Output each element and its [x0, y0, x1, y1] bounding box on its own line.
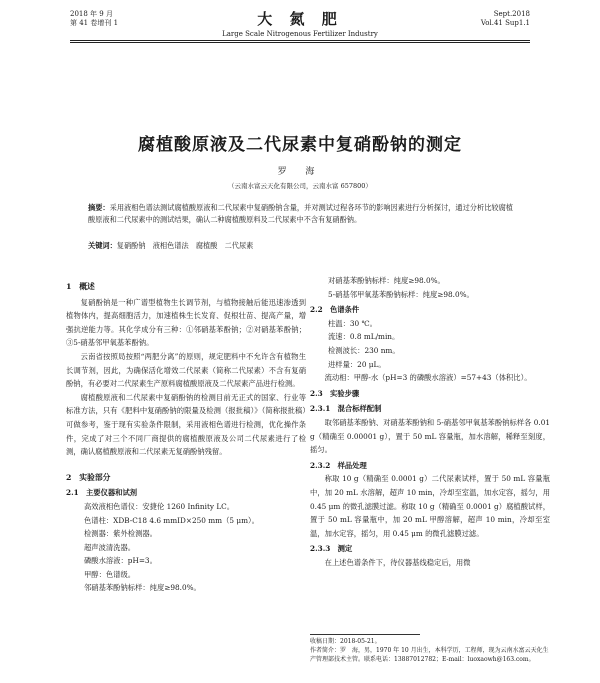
paragraph: 云南省按照局按照“两肥分离”的原则，规定肥料中不允许含有植物生长调节剂，因此，为确保活化增效二代尿素（简称二代尿素）不含有复硝酚钠，有必要对二代尿素生产原料腐植酸原液及二代尿素产品进行检测。	[66, 351, 306, 389]
section-2-3-heading: 2.3 实验步骤	[310, 388, 360, 398]
article-title: 腐植酸原液及二代尿素中复硝酚钠的测定	[138, 135, 462, 155]
list-item: 高效液相色谱仪：安捷伦 1260 Infinity LC。	[84, 501, 235, 511]
header-volume-cn: 第 41 卷增刊 1	[70, 19, 119, 27]
list-item: 检测波长：230 nm。	[328, 345, 400, 355]
right-column	[310, 274, 550, 569]
header-center	[70, 8, 530, 38]
list-item: 甲醇：色谱级。	[84, 569, 136, 579]
list-item: 进样量：20 μL。	[328, 359, 386, 369]
list-item: 5-硝基邻甲氧基苯酚钠标样：纯度≥98.0%。	[328, 289, 474, 299]
keywords	[88, 241, 513, 251]
header-right	[481, 10, 530, 28]
paragraph: 称取 10 g（精确至 0.0001 g）二代尿素试样，置于 50 mL 容量瓶中，加 20 mL 水溶解，超声 10 min，冷却至室温，加水定容，摇匀，用 0.45 μm 的微孔滤膜过滤。称取 10 g（精确至 0.0001 g）腐植酸试样，置于 50 mL 容量瓶中，加 20 mL 甲醇溶解，超声 10 min，冷却至室温，加水定容，摇匀，用 0.45 μm 的微孔滤膜过滤。	[310, 474, 550, 538]
paragraph: 取邻硝基苯酚钠、对硝基苯酚钠和 5-硝基邻甲氧基苯酚钠标样各 0.01 g（精确至 0.00001 g），置于 50 mL 容量瓶，加水溶解，稀释至刻度，摇匀。	[310, 417, 550, 455]
list-item: 对硝基苯酚钠标样：纯度≥98.0%。	[328, 276, 445, 285]
abstract-label: 摘要：	[88, 203, 110, 212]
author: 罗 海	[277, 167, 323, 177]
list-item: 色谱柱：XDB-C18 4.6 mmID×250 mm（5 μm）。	[84, 515, 259, 525]
paragraph: 在上述色谱条件下，待仪器基线稳定后，用微	[324, 557, 471, 567]
list-item: 柱温：30 ℃。	[328, 318, 377, 328]
section-2-1-heading: 2.1 主要仪器和试剂	[66, 488, 138, 498]
header-rule-2	[70, 42, 530, 43]
journal-name-cn: 大 氮 肥	[257, 10, 343, 28]
section-2-2-heading: 2.2 色谱条件	[310, 305, 360, 315]
affiliation: （云南水富云天化有限公司，云南水富 657800）	[228, 182, 372, 190]
list-item: 检测器：紫外检测器。	[84, 529, 157, 539]
header-date-en: Sept.2018	[493, 10, 530, 18]
list-item: 邻硝基苯酚钠标样：纯度≥98.0%。	[84, 583, 201, 593]
section-2-3-1-heading: 2.3.1 混合标样配制	[310, 404, 382, 414]
keywords-label: 关键词：	[88, 241, 117, 250]
left-column	[66, 274, 306, 595]
author-info: 作者简介：罗 海，男，1970 年 10 月出生，本科学历，工程师，现为云南水富云天化生产管理部技术主管。联系电话：13887012782；E-mail：luoxaowh@163.com。	[310, 647, 549, 663]
section-1-heading: 1 概述	[66, 282, 95, 291]
header-rule	[70, 40, 530, 41]
received-date: 收稿日期：2018-05-21。	[310, 638, 381, 645]
keywords-text: 复硝酚钠 液相色谱法 腐植酸 二代尿素	[116, 241, 254, 250]
journal-header	[70, 6, 530, 44]
list-item: 超声波清洗器。	[84, 542, 136, 552]
footnote-rule	[310, 634, 420, 635]
abstract-text: 采用液相色谱法测试腐植酸原液和二代尿素中复硝酚钠含量，并对测试过程各环节的影响因素进行分析探讨，通过分析比较腐植酸原液和二代尿素中的测试结果，确认二种腐植酸原料及二代尿素中不含有复硝酚钠。	[88, 203, 513, 224]
list-item: 磷酸水溶液：pH=3。	[84, 556, 157, 566]
footnote	[310, 634, 550, 664]
paragraph: 腐植酸原液和二代尿素中复硝酚钠的检测目前无正式的国家、行业等标准方法，只有《肥料中复硝酚钠的限量及检测（报批稿）》（简称报批稿）可做参考，鉴于现有实验条件限制，采用液相色谱进行检测，优化操作条件，完成了对三个不同厂商提供的腐植酸原液及公司二代尿素进行了检测，确认腐植酸原液和二代尿素无复硝酚钠残留。	[66, 392, 306, 457]
header-date-cn: 2018 年 9 月	[70, 10, 113, 18]
section-2-3-3-heading: 2.3.3 测定	[310, 544, 353, 554]
list-item: 流速：0.8 mL/min。	[328, 332, 400, 342]
abstract	[88, 202, 513, 226]
paragraph: 流动相：甲醇-水（pH=3 的磷酸水溶液）=57+43（体积比）。	[324, 373, 532, 383]
header-volume-en: Vol.41 Sup1.1	[480, 19, 530, 27]
section-2-heading: 2 实验部分	[66, 472, 111, 482]
journal-name-en: Large Scale Nitrogenous Fertilizer Industry	[222, 30, 378, 38]
section-2-3-2-heading: 2.3.2 样品处理	[310, 460, 367, 470]
paragraph: 复硝酚钠是一种广谱型植物生长调节剂，与植物接触后能迅速渗透到植物体内，提高细胞活力，加速植株生长发育、促根壮苗、提高产量，增强抗逆能力等。其化学成分有三种：①邻硝基苯酚钠；②对硝基苯酚钠；③5-硝基邻甲氧基苯酚钠。	[66, 297, 306, 348]
